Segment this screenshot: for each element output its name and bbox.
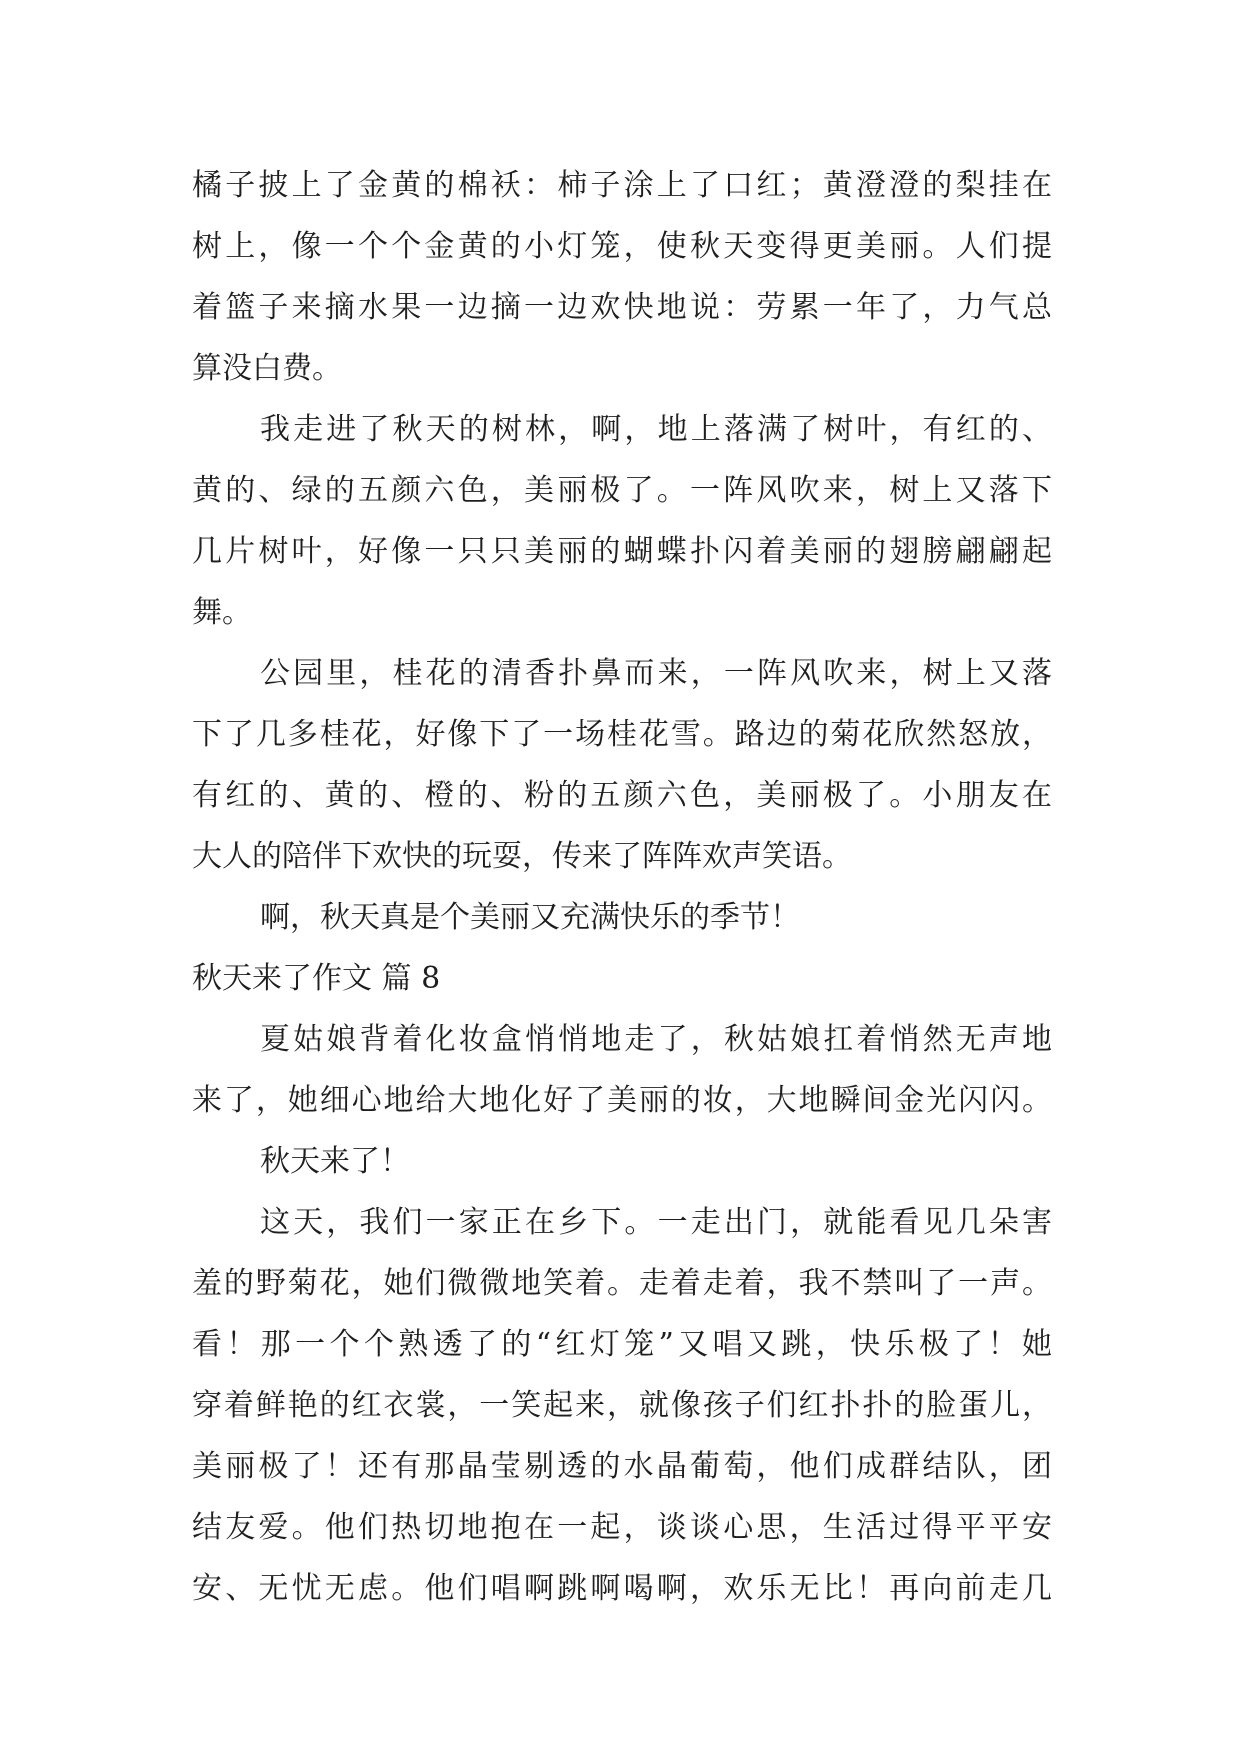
paragraph-first-line: 秋天来了！: [260, 1144, 410, 1179]
text-line: 看！那一个个熟透了的“红灯笼”又唱又跳，快乐极了！她: [192, 1327, 1052, 1362]
text-line: 算没白费。: [192, 351, 342, 386]
paragraph-first-line: 啊，秋天真是个美丽又充满快乐的季节！: [260, 900, 800, 935]
text-line: 舞。: [192, 595, 252, 630]
text-line: 结友爱。他们热切地抱在一起，谈谈心思，生活过得平平安: [192, 1510, 1052, 1545]
section-heading: 秋天来了作文 篇 8: [192, 961, 441, 996]
text-line: 大人的陪伴下欢快的玩耍，传来了阵阵欢声笑语。: [192, 839, 852, 874]
text-line: 穿着鲜艳的红衣裳，一笑起来，就像孩子们红扑扑的脸蛋儿，: [192, 1388, 1052, 1423]
paragraph-first-line: 这天，我们一家正在乡下。一走出门，就能看见几朵害: [260, 1205, 1052, 1240]
text-line: 羞的野菊花，她们微微地笑着。走着走着，我不禁叫了一声。: [192, 1266, 1052, 1301]
text-line: 几片树叶，好像一只只美丽的蝴蝶扑闪着美丽的翅膀翩翩起: [192, 534, 1052, 569]
paragraph-first-line: 公园里，桂花的清香扑鼻而来，一阵风吹来，树上又落: [260, 656, 1052, 691]
paragraph-first-line: 我走进了秋天的树林，啊，地上落满了树叶，有红的、: [260, 412, 1052, 447]
text-line: 树上，像一个个金黄的小灯笼，使秋天变得更美丽。人们提: [192, 229, 1052, 264]
text-line: 下了几多桂花，好像下了一场桂花雪。路边的菊花欣然怒放，: [192, 717, 1052, 752]
text-line: 橘子披上了金黄的棉袄：柿子涂上了口红；黄澄澄的梨挂在: [192, 168, 1052, 203]
text-line: 黄的、绿的五颜六色，美丽极了。一阵风吹来，树上又落下: [192, 473, 1052, 508]
text-line: 安、无忧无虑。他们唱啊跳啊喝啊，欢乐无比！再向前走几: [192, 1571, 1052, 1606]
text-line: 来了，她细心地给大地化好了美丽的妆，大地瞬间金光闪闪。: [192, 1083, 1052, 1118]
text-line: 美丽极了！还有那晶莹剔透的水晶葡萄，他们成群结队，团: [192, 1449, 1052, 1484]
paragraph-first-line: 夏姑娘背着化妆盒悄悄地走了，秋姑娘扛着悄然无声地: [260, 1022, 1052, 1057]
essay-body: [192, 155, 1052, 1619]
text-line: 有红的、黄的、橙的、粉的五颜六色，美丽极了。小朋友在: [192, 778, 1052, 813]
text-line: 着篮子来摘水果一边摘一边欢快地说：劳累一年了，力气总: [192, 290, 1052, 325]
